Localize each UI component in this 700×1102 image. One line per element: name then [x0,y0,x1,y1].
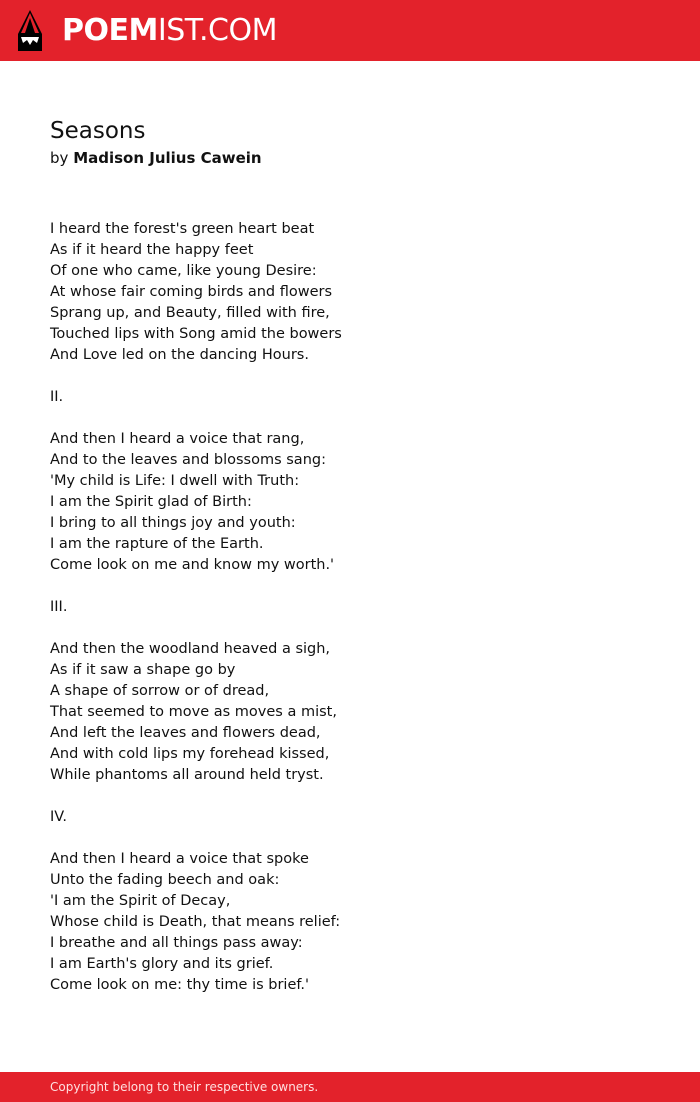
poem-line: That seemed to move as moves a mist, [50,704,337,720]
poem-line: I am the Spirit glad of Birth: [50,494,252,510]
site-footer [0,1072,700,1102]
poem-line: Touched lips with Song amid the bowers [50,326,342,342]
poem-author: Madison Julius Cawein [73,149,262,167]
poem-line: At whose fair coming birds and flowers [50,284,333,300]
byline-prefix: by [50,149,69,167]
site-logo[interactable] [62,13,277,49]
pencil-icon[interactable] [18,10,42,51]
poem-line: Sprang up, and Beauty, filled with fire, [50,305,330,321]
poem-line: I heard the forest's green heart beat [50,221,315,237]
poem-line: As if it heard the happy feet [50,242,254,258]
poem-byline [50,148,262,169]
site-header [0,0,700,61]
poem-line: Come look on me: thy time is brief.' [50,977,310,993]
poem-line: I breathe and all things pass away: [50,935,303,951]
logo-bold-text: POEM [62,13,158,48]
section-number: II. [50,389,64,405]
poem-line: As if it saw a shape go by [50,662,236,678]
poem-line: And with cold lips my forehead kissed, [50,746,330,762]
poem-title: Seasons [50,118,146,144]
poem-line: I bring to all things joy and youth: [50,515,296,531]
logo-light-text: IST.COM [157,13,277,48]
poem-line: 'I am the Spirit of Decay, [50,893,231,909]
copyright-text: Copyright belong to their respective owners. [50,1080,319,1094]
poem-line: Unto the fading beech and oak: [50,872,280,888]
poem-line: Whose child is Death, that means relief: [50,914,341,930]
poem-line: Come look on me and know my worth.' [50,557,335,573]
poem-line: And Love led on the dancing Hours. [50,347,309,363]
stanza-gap [50,408,650,429]
poem-body [50,219,650,996]
poem-line: And left the leaves and flowers dead, [50,725,321,741]
poem-line: Of one who came, like young Desire: [50,263,317,279]
stanza-gap [50,366,650,387]
poem-line: And then the woodland heaved a sigh, [50,641,331,657]
section-number: IV. [50,809,67,825]
poem-line: 'My child is Life: I dwell with Truth: [50,473,300,489]
stanza-gap [50,618,650,639]
stanza-gap [50,576,650,597]
poem-line: I am Earth's glory and its grief. [50,956,274,972]
stanza-gap [50,786,650,807]
section-number: III. [50,599,68,615]
poem-line: I am the rapture of the Earth. [50,536,264,552]
poem-line: And to the leaves and blossoms sang: [50,452,326,468]
poem-line: A shape of sorrow or of dread, [50,683,270,699]
stanza-gap [50,828,650,849]
poem-line: While phantoms all around held tryst. [50,767,324,783]
poem-line: And then I heard a voice that rang, [50,431,305,447]
poem-line: And then I heard a voice that spoke [50,851,309,867]
